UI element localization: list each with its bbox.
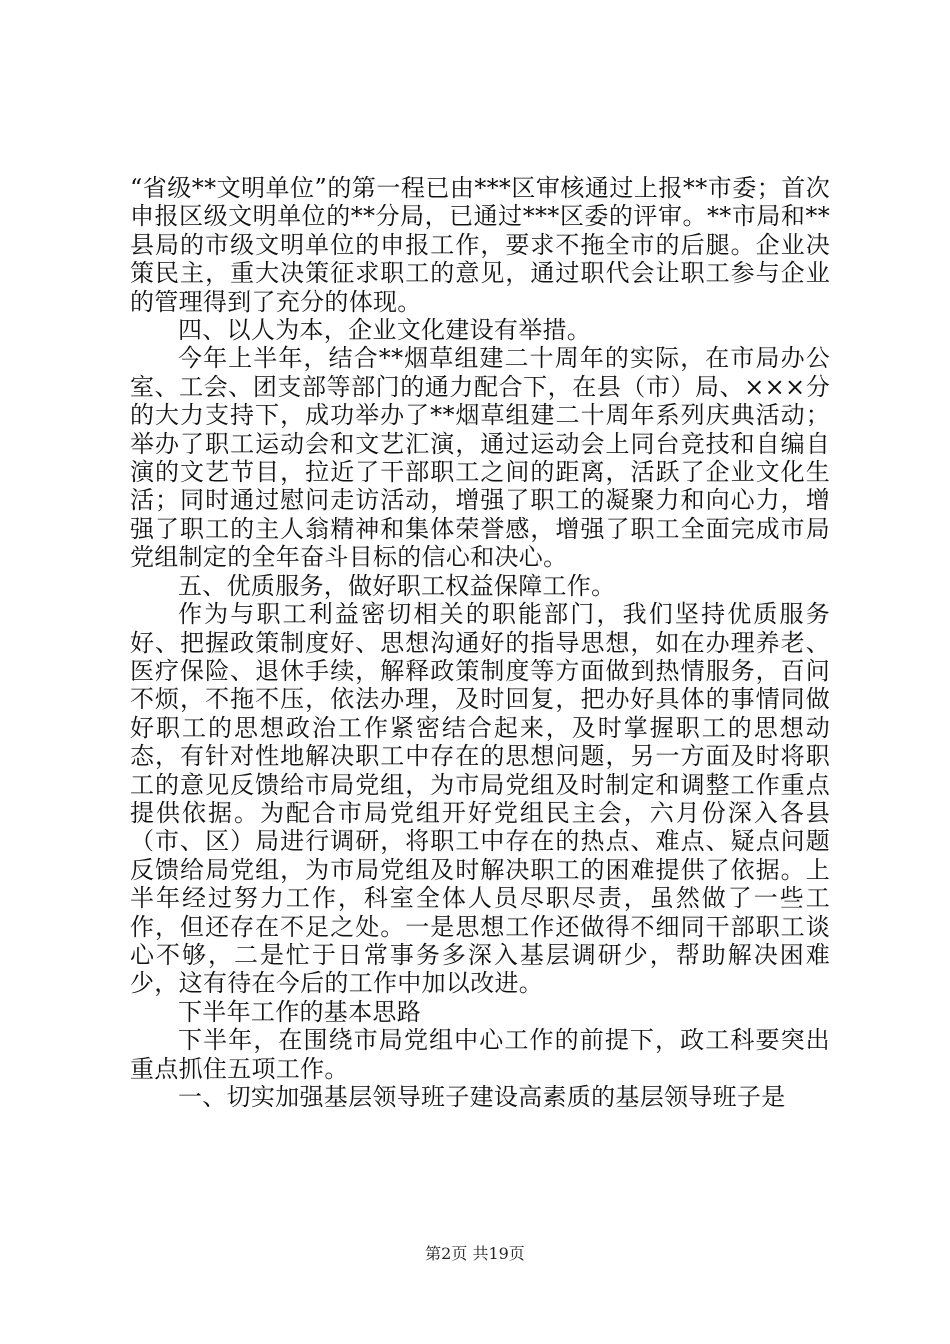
paragraph-employee-rights-service: 作为与职工利益密切相关的职能部门，我们坚持优质服务好、把握政策制度好、思想沟通好的指导思想，如在办理养老、医疗保险、退休手续，解释政策制度等方面做到热情服务，百问不烦，不拖不压，依法办理，及时回复，把办好具体的事情同做好职工的思想政治工作紧密结合起来，及时掌握职工的思想动态，有针对性地解决职工中存在的思想问题，另一方面及时将职工的意见反馈给市局党组，为市局党组及时制定和调整工作重点提供依据。为配合市局党组开好党组民主会，六月份深入各县（市、区）局进行调研，将职工中存在的热点、难点、疑点问题反馈给局党组，为市局党组及时解决职工的困难提供了依据。上半年经过努力工作，科室全体人员尽职尽责，虽然做了一些工作，但还存在不足之处。一是思想工作还做得不细同干部职工谈心不够，二是忙于日常事务多深入基层调研少，帮助解决困难少，这有待在今后的工作中加以改进。 — [130, 600, 830, 998]
heading-quality-service: 五、优质服务，做好职工权益保障工作。 — [178, 571, 616, 600]
paragraph-leadership-team-building: 一、切实加强基层领导班子建设高素质的基层领导班子是 — [178, 1083, 786, 1111]
page-number-footer: 第2页 共19页 — [425, 1244, 525, 1263]
heading-second-half-plan: 下半年工作的基本思路 — [178, 997, 421, 1026]
paragraph-second-half-focus: 下半年，在围绕市局党组中心工作的前提下，政工科要突出重点抓住五项工作。 — [130, 1026, 830, 1083]
paragraph-anniversary-activities: 今年上半年，结合**烟草组建二十周年的实际，在市局办公室、工会、团支部等部门的通力配合下，在县（市）局、×××分的大力支持下，成功举办了**烟草组建二十周年系列庆典活动；举办了职工运动会和文艺汇演，通过运动会上同台竞技和自编自演的文艺节目，拉近了干部职工之间的距离，活跃了企业文化生活；同时通过慰问走访活动，增强了职工的凝聚力和向心力，增强了职工的主人翁精神和集体荣誉感，增强了职工全面完成市局党组制定的全年奋斗目标的信心和决心。 — [130, 344, 830, 572]
paragraph-civilized-unit-application: “省级**文明单位”的第一程已由***区审核通过上报**市委；首次申报区级文明单位的**分局，已通过***区委的评审。**市局和**县局的市级文明单位的申报工作，要求不拖全市的后腿。企业决策民主，重大决策征求职工的意见，通过职代会让职工参与企业的管理得到了充分的体现。 — [130, 174, 830, 316]
heading-corporate-culture: 四、以人为本，企业文化建设有举措。 — [178, 316, 592, 345]
document-body — [130, 174, 830, 1111]
